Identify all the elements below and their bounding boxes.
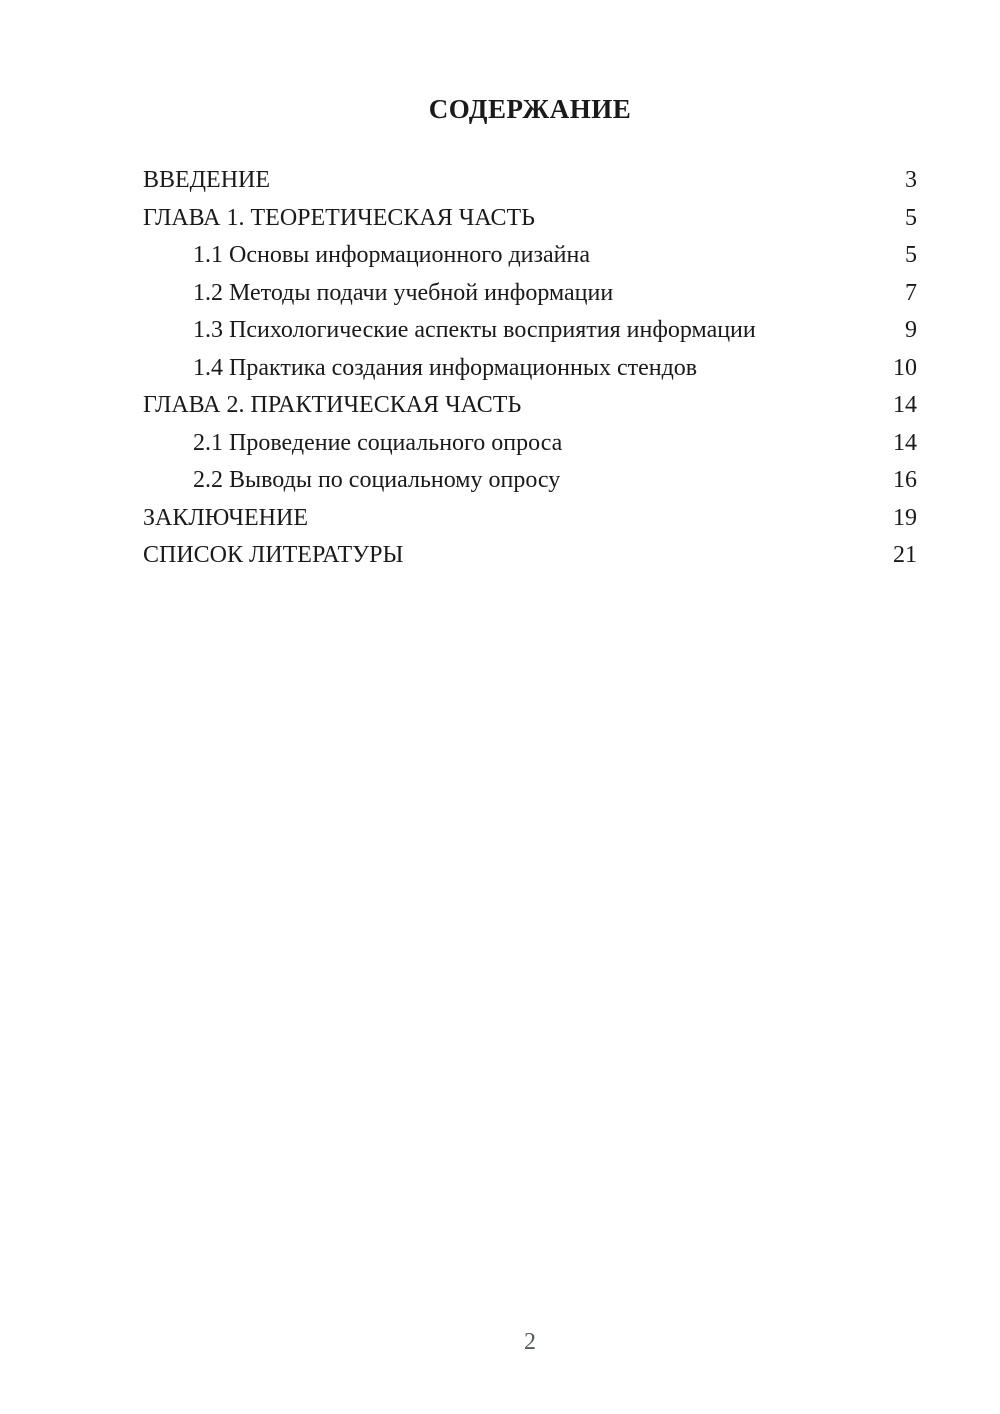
toc-entry-label: 2.1 Проведение социального опроса: [193, 429, 563, 456]
toc-entry-page-number: 21: [893, 542, 917, 569]
toc-entry-label: ВВЕДЕНИЕ: [143, 167, 271, 194]
toc-row: [143, 462, 917, 500]
toc-entry-page-number: 7: [905, 279, 917, 306]
toc-entry-page-number: 14: [893, 429, 917, 456]
toc-entry-page-number: 19: [893, 504, 917, 531]
toc-row: [143, 162, 917, 200]
page-title: СОДЕРЖАНИЕ: [428, 94, 632, 124]
toc-row: [143, 387, 917, 425]
toc-entry-label: ГЛАВА 1. ТЕОРЕТИЧЕСКАЯ ЧАСТЬ: [143, 204, 535, 231]
toc-entry-label: 1.4 Практика создания информационных стендов: [193, 354, 698, 381]
toc-entry-label: 1.1 Основы информационного дизайна: [193, 242, 590, 269]
toc-entry-label: 2.2 Выводы по социальному опросу: [193, 467, 561, 494]
toc-row: [143, 350, 917, 388]
toc-entry-page-number: 14: [893, 392, 917, 419]
toc-entry-page-number: 10: [893, 354, 917, 381]
toc-entry-label: 1.2 Методы подачи учебной информации: [193, 279, 614, 306]
toc-entry-page-number: 16: [893, 467, 917, 494]
toc-entry-page-number: 5: [905, 242, 917, 269]
toc-row: [143, 275, 917, 313]
toc-row: [143, 312, 917, 350]
footer-page-number: 2: [524, 1329, 536, 1355]
toc-entry-label: ЗАКЛЮЧЕНИЕ: [143, 504, 308, 531]
toc-row: [143, 500, 917, 538]
toc-list: [143, 162, 917, 575]
toc-row: [143, 237, 917, 275]
toc-entry-page-number: 5: [905, 204, 917, 231]
toc-row: [143, 200, 917, 238]
toc-entry-label: ГЛАВА 2. ПРАКТИЧЕСКАЯ ЧАСТЬ: [143, 392, 522, 419]
toc-entry-page-number: 9: [905, 317, 917, 344]
toc-row: [143, 537, 917, 575]
toc-entry-label: СПИСОК ЛИТЕРАТУРЫ: [143, 542, 404, 569]
toc-entry-page-number: 3: [905, 167, 917, 194]
toc-row: [143, 425, 917, 463]
toc-entry-label: 1.3 Психологические аспекты восприятия информации: [193, 317, 756, 344]
